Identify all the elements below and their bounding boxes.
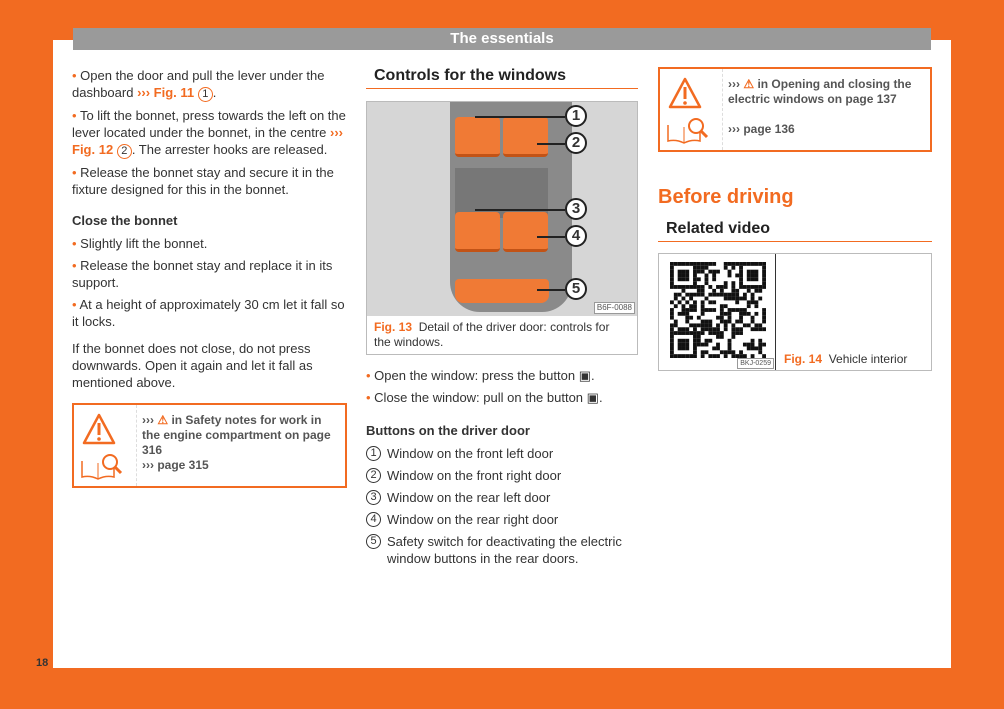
figure-caption: Vehicle interior	[828, 352, 908, 366]
left-column	[72, 67, 347, 488]
page-header: The essentials	[73, 28, 931, 50]
close-bullet: Close the window: pull on the button	[374, 390, 584, 405]
figure-link[interactable]: Fig. 12	[72, 142, 114, 157]
list-item: 1 Window on the front left door	[366, 445, 638, 462]
page-number: 18	[36, 657, 49, 669]
section-title: Before driving	[658, 186, 794, 208]
open-bullet: Open the window: press the button	[374, 368, 576, 383]
window-controls-image	[367, 102, 637, 316]
warning-note: ››› ⚠ in Opening and closing the electric windows on page 137 ››› page 136	[658, 67, 932, 152]
figure-code: BKJ-0259	[737, 358, 774, 369]
figure-13	[366, 101, 638, 355]
page-link[interactable]: page 136	[743, 122, 795, 136]
callout-5: 5	[565, 278, 587, 300]
bullet-item: • Release the bonnet stay and replace it in its support.	[72, 258, 333, 290]
list-item: 2 Window on the front right door	[366, 467, 638, 484]
buttons-heading: Buttons on the driver door	[366, 423, 530, 438]
list-item: 4 Window on the rear right door	[366, 511, 638, 528]
bullet-item: • Slightly lift the bonnet.	[72, 236, 208, 251]
bullet-item: • Open the door and pull the lever under the dashboard ››› Fig. 11 1 .	[72, 68, 325, 100]
window-button-icon: ▣	[578, 368, 591, 383]
section-heading: Controls for the windows	[366, 67, 638, 89]
callout-4: 4	[565, 225, 587, 247]
figure-caption: Detail of the driver door: controls for the windows.	[374, 320, 610, 349]
book-search-icon	[666, 117, 710, 145]
bullet-item: • Release the bonnet stay and secure it in the fixture designed for this in the bonnet.	[72, 165, 334, 197]
middle-column: Controls for the windows 1 2 3 4 5 B6F-0088 Fig. 13 Detail of the driver door: controls for the windows. • Open the window: press the button ▣. • Close the window: pull on the button ▣. Buttons on the driver door 1 Window on the front left door 2 Window on the front right door 3 Window on the rear left door 4 Window on the rear right door 5 Safety switch for deactivating the electric window buttons in the rear doors.	[366, 67, 638, 572]
warning-icon	[668, 77, 702, 109]
callout-1: 1	[565, 105, 587, 127]
figure-label: Fig. 14	[784, 352, 823, 366]
window-button-icon: ▣	[586, 390, 599, 405]
callout-2: 2	[565, 132, 587, 154]
figure-code: B6F-0088	[594, 302, 635, 314]
related-video-heading: Related video	[658, 220, 932, 242]
right-column	[658, 67, 932, 371]
figure-link[interactable]: Fig. 11	[153, 85, 195, 100]
safety-link[interactable]: in Safety notes for work in the engine compartment on page 316	[142, 413, 331, 457]
callout-3: 3	[565, 198, 587, 220]
bullet-item: • At a height of approximately 30 cm let it fall so it locks.	[72, 297, 345, 329]
figure-label: Fig. 13	[374, 320, 413, 334]
warning-icon	[82, 413, 116, 445]
paragraph: If the bonnet does not close, do not press downwards. Open it again and let it fall as mentioned above.	[72, 341, 313, 390]
qr-code[interactable]	[659, 254, 776, 370]
windows-link[interactable]: in Opening and closing the electric windows on page 137	[728, 77, 912, 106]
list-item: 3 Window on the rear left door	[366, 489, 638, 506]
figure-14	[658, 253, 932, 371]
bullet-item: • To lift the bonnet, press towards the left on the lever located under the bonnet, in the centre ››› Fig. 12 2 . The arrester hooks are released.	[72, 108, 346, 157]
book-search-icon	[80, 453, 124, 481]
list-item: 5 Safety switch for deactivating the electric window buttons in the rear doors.	[366, 533, 638, 567]
page-link[interactable]: page 315	[157, 458, 209, 472]
close-bonnet-heading: Close the bonnet	[72, 213, 178, 228]
warning-note: ››› ⚠ in Safety notes for work in the engine compartment on page 316 ››› page 315	[72, 403, 347, 488]
